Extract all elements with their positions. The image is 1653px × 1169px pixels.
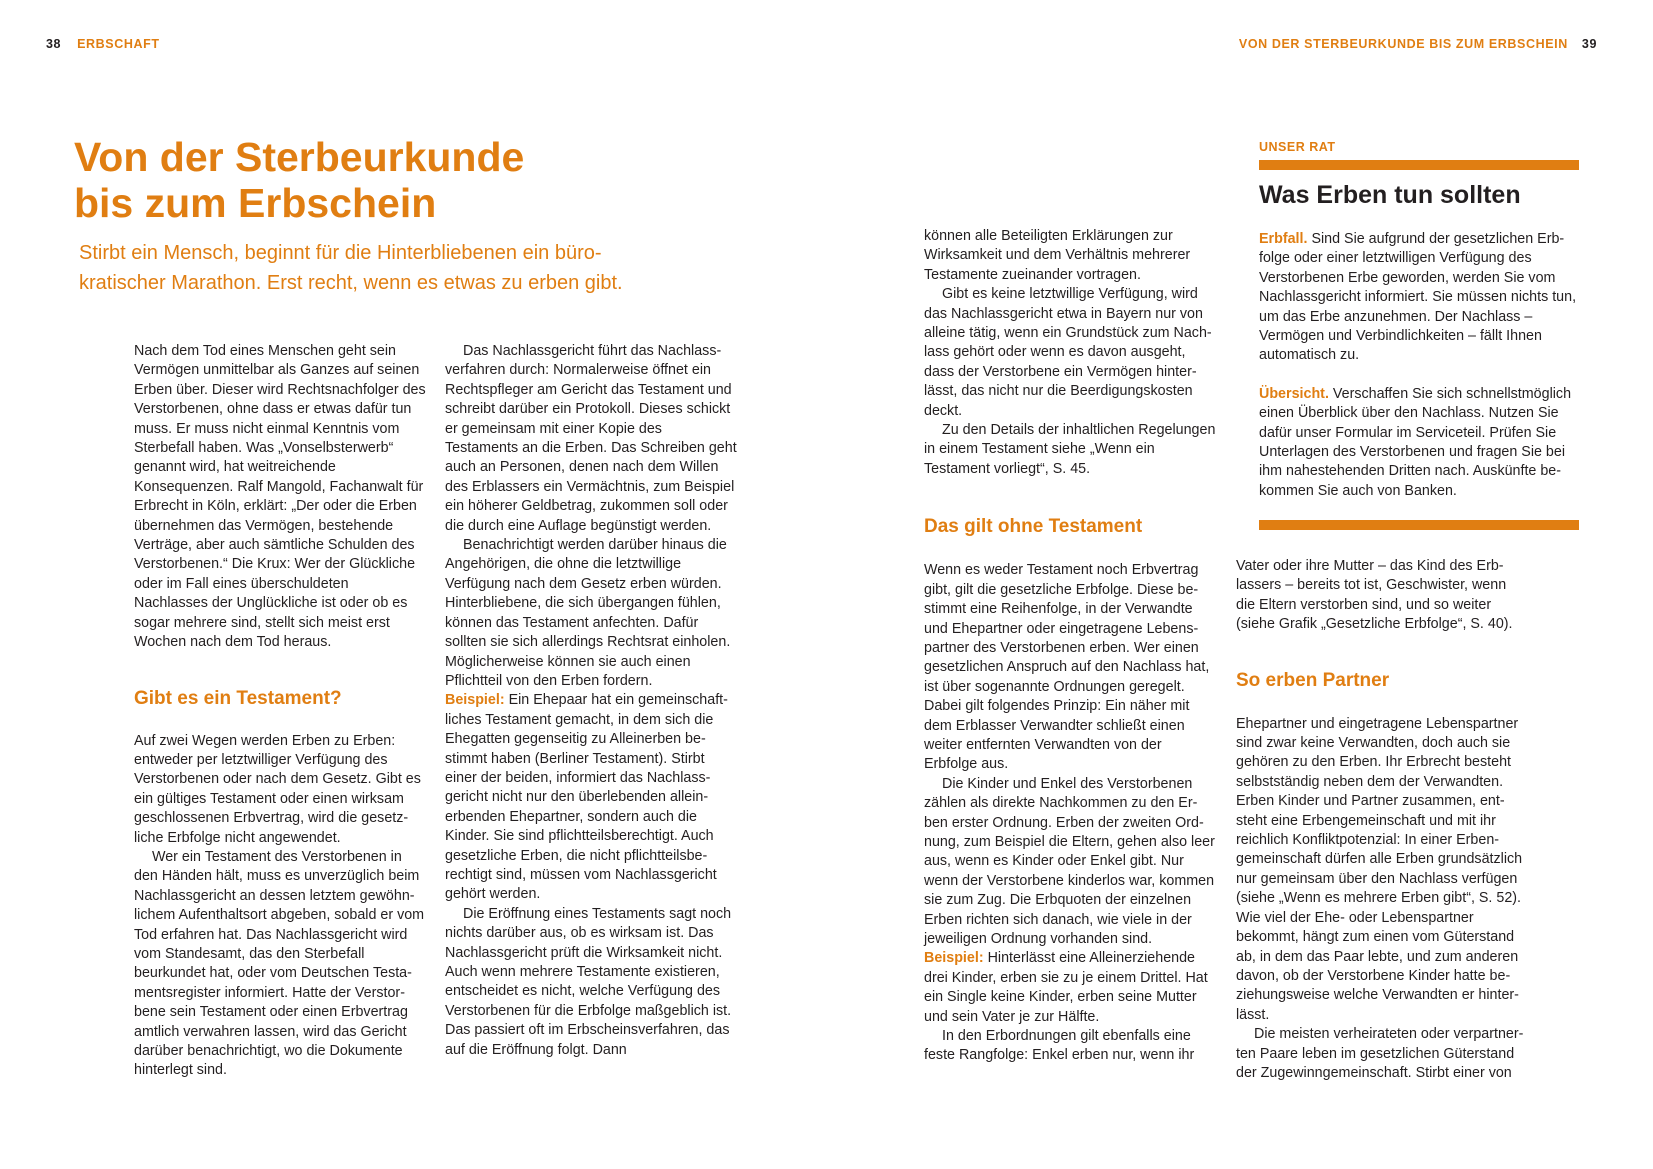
paragraph: Benachrichtigt werden darüber hinaus die Angehörigen, die ohne die letztwillige Verfügung nach dem Gesetz erben würden. Hinterbliebene, die sich übergangen fühlen, können das Testament anfechten. Dafür sollten sie sich allerdings Rechtsrat einholen. Möglicherweise können sie auch einen Pflichtteil von den Erben fordern.	[445, 537, 731, 689]
paragraph-example	[924, 949, 1216, 1027]
page-number-left: 38	[46, 37, 62, 51]
example-text: Hinterlässt eine Alleinerziehende drei Kinder, erben sie zu je einem Drittel. Hat ein Single keine Kinder, erben seine Mutter und sein Vater je zur Hälfte.	[924, 950, 1208, 1025]
paragraph: Nach dem Tod eines Menschen geht sein Vermögen unmittelbar als Ganzes auf seinen Erben über. Dieser wird Rechtsnachfolger des Verstorbenen, ohne dass er etwas dafür tun muss. Er muss nicht einmal Kenntnis vom Sterbefall haben. Was „Vonselbsterwerb“ genannt wird, hat weitreichende Konsequenzen. Ralf Mangold, Fachanwalt für Erbrecht in Köln, erklärt: „Der oder die Erben übernehmen das Vermögen, bestehende Verträge, aber auch sämtliche Schulden des Verstorbenen.“ Die Krux: Wer der Glückliche oder im Fall eines überschuldeten Nachlasses der Unglückliche ist oder ob es sogar mehrere sind, stellt sich meist erst Wochen nach dem Tod heraus.	[134, 343, 426, 651]
advice-item-text: Sind Sie aufgrund der gesetzlichen Erbfolge oder einer letztwilligen Verfügung des Verstorbenen Erbe geworden, werden Sie vom Nachlassgericht informiert. Sie müssen nichts tun, um das Erbe anzunehmen. Der Nachlass – Vermögen und Verbindlichkeiten – fällt Ihnen automatisch zu.	[1259, 231, 1577, 364]
paragraph-example	[445, 691, 737, 904]
paragraph: Vater oder ihre Mutter – das Kind des Erblassers – bereits tot ist, Geschwister, wenn die Eltern verstorben sind, und so weiter (siehe Grafik „Gesetzliche Erbfolge“, S. 40).	[1236, 558, 1513, 633]
paragraph: In den Erbordnungen gilt ebenfalls eine feste Rangfolge: Enkel erben nur, wenn ihr	[924, 1028, 1195, 1064]
section-label-left: ERBSCHAFT	[77, 37, 160, 51]
paragraph: Zu den Details der inhaltlichen Regelungen in einem Testament siehe „Wenn ein Testament vorliegt“, S. 45.	[924, 422, 1216, 477]
paragraph: können alle Beteiligten Erklärungen zur Wirksamkeit und dem Verhältnis mehrerer Testamente zueinander vortragen.	[924, 228, 1191, 283]
advice-box-body	[1259, 230, 1579, 501]
running-header-right	[1239, 36, 1597, 52]
article-intro	[79, 238, 719, 298]
example-text: Ein Ehepaar hat ein gemeinschaftliches Testament gemacht, in dem sich die Ehegatten gegenseitig zu Alleinerben bestimmt haben (Berliner Testament). Stirbt einer der beiden, informiert das Nachlassgericht nicht nur den überlebenden alleinerbenden Ehepartner, sondern auch die Kinder. Sie sind pflichtteilsberechtigt. Auch gesetzliche Erben, die nicht pflichtteilsberechtigt sind, müssen vom Nachlassgericht gehört werden.	[445, 692, 728, 903]
advice-item-uebersicht	[1259, 385, 1579, 501]
text-column-2	[445, 342, 737, 1060]
paragraph: Ehepartner und eingetragene Lebenspartner sind zwar keine Verwandten, doch auch sie gehören zu den Erben. Ihr Erbrecht besteht selbstständig neben dem der Verwandten. Erben Kinder und Partner zusammen, entsteht eine Erbengemeinschaft und mit ihr reichlich Konfliktpotenzial: In einer Erbengemeinschaft dürfen alle Erben grundsätzlich nur gemeinsam über den Nachlass verfügen (siehe „Wenn es mehrere Erben gibt“, S. 52). Wie viel der Ehe- oder Lebenspartner bekommt, hängt zum einen vom Güterstand ab, in dem das Paar lebte, und zum anderen davon, ob der Verstorbene Kinder hatte beziehungsweise welche Verwandten er hinterlässt.	[1236, 715, 1523, 1023]
article-intro-line-2: kratischer Marathon. Erst recht, wenn es etwas zu erben gibt.	[79, 272, 623, 294]
section-heading-partner: So erben Partner	[1236, 669, 1390, 691]
paragraph: Wer ein Testament des Verstorbenen in den Händen hält, muss es unverzüglich beim Nachlassgericht an dessen letztem gewöhnlichem Aufenthaltsort abgeben, sobald er vom Tod erfahren hat. Das Nachlassgericht wird vom Standesamt, das den Sterbefall beurkundet hat, oder vom Deutschen Testamentsregister informiert. Hatte der Verstorbene sein Testament oder einen Erbvertrag amtlich verwahren lassen, wird das Gericht darüber benachrichtigt, wo die Dokumente hinterlegt sind.	[134, 848, 425, 1079]
advice-item-label: Übersicht.	[1259, 385, 1329, 402]
paragraph: Die meisten verheirateten oder verpartnerten Paare leben im gesetzlichen Güterstand der Zugewinngemeinschaft. Stirbt einer von	[1236, 1026, 1524, 1081]
article-title-line-1: Von der Sterbeurkunde	[74, 134, 525, 180]
example-label: Beispiel:	[445, 692, 505, 709]
paragraph: Auf zwei Wegen werden Erben zu Erben: entweder per letztwilliger Verfügung des Verstorbenen oder nach dem Gesetz. Gibt es ein gültiges Testament oder einen wirksam geschlossenen Erbvertrag, wird die gesetzliche Erbfolge nicht angewendet.	[134, 732, 421, 846]
paragraph: Gibt es keine letztwillige Verfügung, wird das Nachlassgericht etwa in Bayern nur von alleine tätig, wenn ein Grundstück zum Nachlass gehört oder wenn es davon ausgeht, dass der Verstorbene ein Vermögen hinterlässt, das nicht nur die Beerdigungskosten deckt.	[924, 286, 1212, 419]
example-label: Beispiel:	[924, 950, 984, 967]
advice-box-label: UNSER RAT	[1259, 140, 1336, 154]
article-title-line-2: bis zum Erbschein	[74, 180, 437, 226]
section-heading-ohne-testament: Das gilt ohne Testament	[924, 516, 1143, 538]
advice-item-erbfall	[1259, 230, 1579, 366]
article-title	[74, 134, 734, 226]
paragraph: Die Kinder und Enkel des Verstorbenen zählen als direkte Nachkommen zu den Erben erster Ordnung. Erben der zweiten Ordnung, zum Beispiel die Eltern, gehen also leer aus, wenn es Kinder oder Enkel gibt. Nur wenn der Verstorbene kinderlos war, kommen sie zum Zug. Die Erbquoten der einzelnen Erben richten sich danach, wie viele in der jeweiligen Ordnung vorhanden sind.	[924, 775, 1215, 947]
page-number-right: 39	[1581, 37, 1597, 51]
advice-item-text: Verschaffen Sie sich schnellstmöglich einen Überblick über den Nachlass. Nutzen Sie dafür unser Formular im Serviceteil. Prüfen Sie Unterlagen des Verstorbenen und fragen Sie bei ihm nahestehenden Dritten nach. Auskünfte bekommen Sie auch von Banken.	[1259, 385, 1572, 499]
advice-box-top-rule	[1259, 160, 1579, 170]
section-label-right: VON DER STERBEURKUNDE BIS ZUM ERBSCHEIN	[1238, 37, 1568, 51]
text-column-1	[134, 342, 426, 1081]
article-intro-line-1: Stirbt ein Mensch, beginnt für die Hinterbliebenen ein büro-	[79, 242, 602, 264]
paragraph: Das Nachlassgericht führt das Nachlassverfahren durch: Normalerweise öffnet ein Rechtspfleger am Gericht das Testament und schreibt darüber ein Protokoll. Dieses schickt er gemeinsam mit einer Kopie des Testaments an die Erben. Das Schreiben geht auch an Personen, denen nach dem Willen des Erblassers ein Vermächtnis, zum Beispiel ein höherer Geldbetrag, zukommen soll oder die durch eine Auflage begünstigt werden.	[445, 343, 737, 534]
running-header-left	[46, 36, 160, 52]
paragraph: Die Eröffnung eines Testaments sagt noch nichts darüber aus, ob es wirksam ist. Das Nachlassgericht prüft die Wirksamkeit nicht. Auch wenn mehrere Testamente existieren, entscheidet es nicht, welche Verfügung des Verstorbenen für die Erbfolge maßgeblich ist. Das passiert oft im Erbscheinsverfahren, das auf die Eröffnung folgt. Dann	[445, 905, 732, 1058]
text-column-4	[1236, 557, 1528, 1083]
advice-box-bottom-rule	[1259, 520, 1579, 530]
paragraph: Wenn es weder Testament noch Erbvertrag gibt, gilt die gesetzliche Erbfolge. Diese bestimmt eine Reihenfolge, in der Verwandte und Ehepartner oder eingetragene Lebenspartner des Verstorbenen erben. Wer einen gesetzlichen Anspruch auf den Nachlass hat, ist über sogenannte Ordnungen geregelt. Dabei gilt folgendes Prinzip: Ein näher mit dem Erblasser Verwandter schließt einen weiter entfernten Verwandten von der Erbfolge aus.	[924, 562, 1210, 773]
advice-box	[1259, 139, 1579, 530]
section-heading-testament: Gibt es ein Testament?	[134, 687, 342, 709]
advice-box-title: Was Erben tun sollten	[1259, 181, 1521, 209]
advice-item-label: Erbfall.	[1259, 231, 1308, 247]
text-column-3	[924, 227, 1216, 1066]
